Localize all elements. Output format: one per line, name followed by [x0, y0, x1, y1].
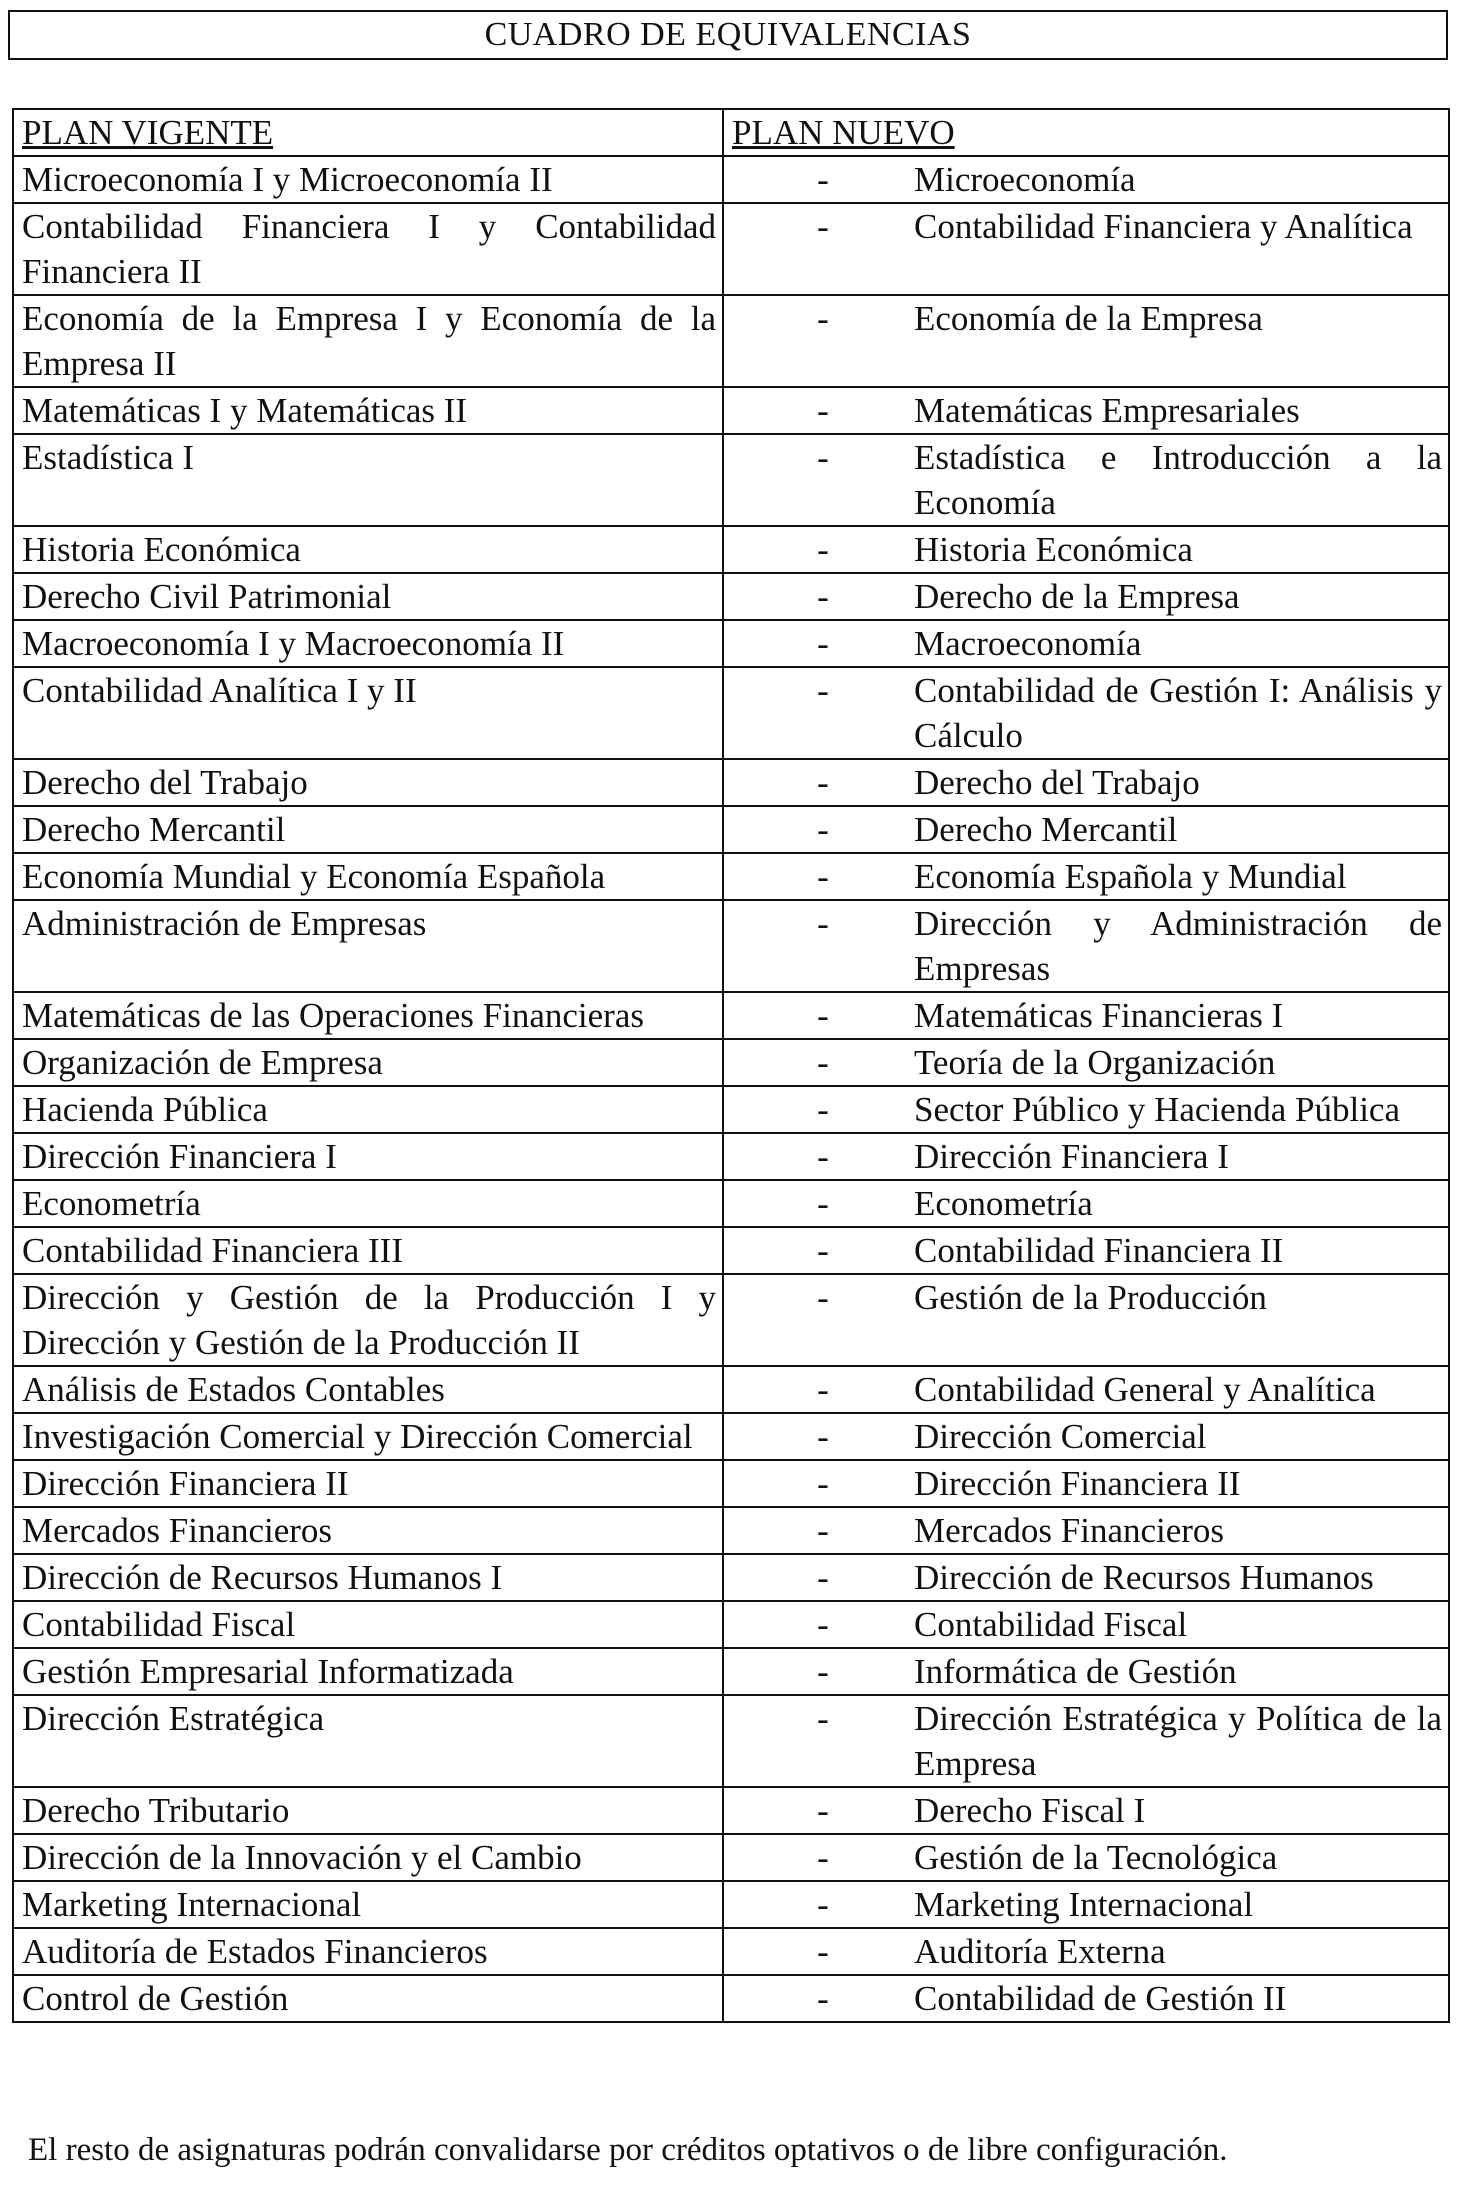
dash-separator: -	[817, 1605, 829, 1644]
plan-nuevo-cell	[723, 156, 1449, 203]
plan-vigente-subject: Gestión Empresarial Informatizada	[22, 1652, 514, 1691]
table-row	[13, 1039, 1449, 1086]
plan-nuevo-cell	[723, 387, 1449, 434]
table-row	[13, 1507, 1449, 1554]
plan-nuevo-cell	[723, 1787, 1449, 1834]
plan-nuevo-subject: Contabilidad de Gestión I: Análisis y Cálculo	[914, 671, 1442, 755]
plan-nuevo-subject: Sector Público y Hacienda Pública	[914, 1090, 1400, 1129]
table-row	[13, 1975, 1449, 2022]
plan-vigente-cell	[13, 1787, 723, 1834]
plan-nuevo-subject: Dirección de Recursos Humanos	[914, 1558, 1374, 1597]
plan-nuevo-subject: Auditoría Externa	[914, 1932, 1166, 1971]
dash-separator: -	[817, 438, 829, 477]
dash-separator: -	[817, 1464, 829, 1503]
footnote: El resto de asignaturas podrán convalidarse por créditos optativos o de libre configuración.	[28, 2132, 1228, 2168]
dash-separator: -	[817, 1278, 829, 1317]
dash-separator: -	[817, 1699, 829, 1738]
plan-vigente-cell	[13, 1180, 723, 1227]
table-row	[13, 1881, 1449, 1928]
table-row	[13, 1366, 1449, 1413]
plan-nuevo-cell	[723, 1975, 1449, 2022]
plan-nuevo-cell	[723, 1274, 1449, 1366]
plan-nuevo-subject: Gestión de la Producción	[914, 1278, 1267, 1317]
plan-vigente-cell	[13, 992, 723, 1039]
table-header-row	[13, 109, 1449, 156]
table-row	[13, 156, 1449, 203]
plan-vigente-cell	[13, 1460, 723, 1507]
plan-nuevo-cell	[723, 1648, 1449, 1695]
dash-separator: -	[817, 1932, 829, 1971]
plan-nuevo-cell	[723, 1601, 1449, 1648]
table-row	[13, 1180, 1449, 1227]
plan-nuevo-cell	[723, 526, 1449, 573]
plan-vigente-subject: Economía Mundial y Economía Española	[22, 857, 606, 896]
equivalence-table	[12, 108, 1450, 2023]
plan-vigente-subject: Hacienda Pública	[22, 1090, 268, 1129]
plan-nuevo-subject: Contabilidad Financiera II	[914, 1231, 1284, 1270]
plan-vigente-subject: Mercados Financieros	[22, 1511, 333, 1550]
plan-nuevo-subject: Contabilidad Financiera y Analítica	[914, 207, 1413, 246]
plan-vigente-subject: Derecho Mercantil	[22, 810, 286, 849]
dash-separator: -	[817, 996, 829, 1035]
plan-nuevo-subject: Contabilidad de Gestión II	[914, 1979, 1287, 2018]
plan-vigente-subject: Auditoría de Estados Financieros	[22, 1932, 488, 1971]
plan-vigente-cell	[13, 1695, 723, 1787]
plan-nuevo-subject: Matemáticas Financieras I	[914, 996, 1284, 1035]
dash-separator: -	[817, 577, 829, 616]
plan-vigente-cell	[13, 1834, 723, 1881]
table-row	[13, 900, 1449, 992]
plan-nuevo-subject: Dirección y Administración de Empresas	[914, 904, 1442, 988]
plan-vigente-cell	[13, 1086, 723, 1133]
plan-vigente-subject: Derecho Tributario	[22, 1791, 290, 1830]
table-row	[13, 1227, 1449, 1274]
plan-vigente-subject: Control de Gestión	[22, 1979, 289, 2018]
dash-separator: -	[817, 530, 829, 569]
plan-nuevo-cell	[723, 573, 1449, 620]
plan-nuevo-cell	[723, 1834, 1449, 1881]
plan-vigente-cell	[13, 1507, 723, 1554]
dash-separator: -	[817, 1885, 829, 1924]
dash-separator: -	[817, 1090, 829, 1129]
dash-separator: -	[817, 1043, 829, 1082]
table-row	[13, 806, 1449, 853]
plan-vigente-cell	[13, 1881, 723, 1928]
dash-separator: -	[817, 857, 829, 896]
plan-nuevo-subject: Derecho del Trabajo	[914, 763, 1200, 802]
plan-vigente-cell	[13, 1413, 723, 1460]
dash-separator: -	[817, 207, 829, 246]
plan-nuevo-subject: Mercados Financieros	[914, 1511, 1225, 1550]
dash-separator: -	[817, 1231, 829, 1270]
table-row	[13, 1648, 1449, 1695]
table-row	[13, 667, 1449, 759]
table-row	[13, 992, 1449, 1039]
plan-vigente-cell	[13, 853, 723, 900]
dash-separator: -	[817, 1838, 829, 1877]
dash-separator: -	[817, 1979, 829, 2018]
plan-vigente-cell	[13, 1366, 723, 1413]
plan-vigente-cell	[13, 573, 723, 620]
plan-nuevo-cell	[723, 1507, 1449, 1554]
dash-separator: -	[817, 391, 829, 430]
plan-nuevo-subject: Dirección Comercial	[914, 1417, 1207, 1456]
plan-nuevo-subject: Econometría	[914, 1184, 1093, 1223]
table-row	[13, 387, 1449, 434]
plan-vigente-subject: Dirección y Gestión de la Producción I y Dirección y Gestión de la Producción II	[22, 1278, 716, 1362]
dash-separator: -	[817, 1417, 829, 1456]
plan-vigente-cell	[13, 759, 723, 806]
plan-nuevo-cell	[723, 1180, 1449, 1227]
dash-separator: -	[817, 160, 829, 199]
plan-vigente-subject: Derecho Civil Patrimonial	[22, 577, 392, 616]
plan-nuevo-cell	[723, 1133, 1449, 1180]
table-row	[13, 759, 1449, 806]
plan-nuevo-subject: Derecho de la Empresa	[914, 577, 1240, 616]
plan-vigente-cell	[13, 1648, 723, 1695]
plan-vigente-cell	[13, 1601, 723, 1648]
plan-nuevo-subject: Teoría de la Organización	[914, 1043, 1276, 1082]
table-row	[13, 1601, 1449, 1648]
dash-separator: -	[817, 904, 829, 943]
plan-vigente-cell	[13, 526, 723, 573]
plan-nuevo-subject: Macroeconomía	[914, 624, 1142, 663]
table-row	[13, 434, 1449, 526]
document-title: CUADRO DE EQUIVALENCIAS	[8, 10, 1448, 60]
plan-vigente-subject: Contabilidad Fiscal	[22, 1605, 296, 1644]
plan-vigente-cell	[13, 387, 723, 434]
dash-separator: -	[817, 1791, 829, 1830]
header-plan-nuevo	[723, 109, 1449, 156]
plan-vigente-subject: Administración de Empresas	[22, 904, 427, 943]
dash-separator: -	[817, 624, 829, 663]
plan-vigente-subject: Dirección Financiera I	[22, 1137, 337, 1176]
plan-vigente-cell	[13, 806, 723, 853]
plan-vigente-subject: Contabilidad Financiera III	[22, 1231, 403, 1270]
plan-vigente-subject: Macroeconomía I y Macroeconomía II	[22, 624, 565, 663]
plan-nuevo-subject: Estadística e Introducción a la Economía	[914, 438, 1442, 522]
table-body	[13, 156, 1449, 2022]
plan-vigente-cell	[13, 1133, 723, 1180]
plan-nuevo-subject: Historia Económica	[914, 530, 1193, 569]
plan-nuevo-cell	[723, 759, 1449, 806]
plan-nuevo-cell	[723, 853, 1449, 900]
plan-nuevo-subject: Contabilidad Fiscal	[914, 1605, 1188, 1644]
plan-nuevo-cell	[723, 1928, 1449, 1975]
plan-vigente-subject: Dirección Estratégica	[22, 1699, 325, 1738]
table-row	[13, 573, 1449, 620]
plan-nuevo-cell	[723, 1695, 1449, 1787]
plan-nuevo-cell	[723, 806, 1449, 853]
plan-nuevo-subject: Dirección Financiera II	[914, 1464, 1241, 1503]
plan-vigente-subject: Derecho del Trabajo	[22, 763, 308, 802]
plan-vigente-subject: Matemáticas I y Matemáticas II	[22, 391, 468, 430]
dash-separator: -	[817, 1511, 829, 1550]
plan-nuevo-subject: Economía Española y Mundial	[914, 857, 1347, 896]
plan-vigente-subject: Contabilidad Analítica I y II	[22, 671, 417, 710]
plan-vigente-subject: Marketing Internacional	[22, 1885, 362, 1924]
plan-vigente-cell	[13, 295, 723, 387]
plan-vigente-cell	[13, 1039, 723, 1086]
table-row	[13, 1695, 1449, 1787]
plan-vigente-cell	[13, 1928, 723, 1975]
plan-nuevo-cell	[723, 992, 1449, 1039]
plan-nuevo-subject: Dirección Estratégica y Política de la Empresa	[914, 1699, 1442, 1783]
plan-nuevo-subject: Derecho Mercantil	[914, 810, 1178, 849]
plan-vigente-cell	[13, 1975, 723, 2022]
plan-vigente-cell	[13, 1554, 723, 1601]
dash-separator: -	[817, 1137, 829, 1176]
table-row	[13, 1460, 1449, 1507]
plan-vigente-subject: Matemáticas de las Operaciones Financieras	[22, 996, 644, 1035]
plan-nuevo-cell	[723, 1554, 1449, 1601]
plan-vigente-subject: Dirección de la Innovación y el Cambio	[22, 1838, 582, 1877]
plan-vigente-cell	[13, 1227, 723, 1274]
plan-vigente-subject: Econometría	[22, 1184, 201, 1223]
plan-vigente-cell	[13, 203, 723, 295]
plan-vigente-cell	[13, 620, 723, 667]
plan-nuevo-cell	[723, 1366, 1449, 1413]
dash-separator: -	[817, 1558, 829, 1597]
dash-separator: -	[817, 763, 829, 802]
plan-nuevo-cell	[723, 900, 1449, 992]
plan-nuevo-subject: Microeconomía	[914, 160, 1136, 199]
plan-nuevo-subject: Informática de Gestión	[914, 1652, 1237, 1691]
table-row	[13, 1787, 1449, 1834]
table-row	[13, 203, 1449, 295]
plan-vigente-subject: Organización de Empresa	[22, 1043, 383, 1082]
plan-nuevo-subject: Matemáticas Empresariales	[914, 391, 1300, 430]
table-row	[13, 1928, 1449, 1975]
plan-vigente-subject: Análisis de Estados Contables	[22, 1370, 445, 1409]
plan-vigente-subject: Economía de la Empresa I y Economía de la Empresa II	[22, 299, 716, 383]
plan-vigente-subject: Microeconomía I y Microeconomía II	[22, 160, 553, 199]
plan-vigente-subject: Estadística I	[22, 438, 195, 477]
dash-separator: -	[817, 299, 829, 338]
plan-nuevo-cell	[723, 1413, 1449, 1460]
plan-nuevo-cell	[723, 1227, 1449, 1274]
plan-nuevo-cell	[723, 1039, 1449, 1086]
header-plan-nuevo-label: PLAN NUEVO	[732, 113, 955, 152]
table-row	[13, 1554, 1449, 1601]
table-row	[13, 1413, 1449, 1460]
dash-separator: -	[817, 810, 829, 849]
plan-vigente-cell	[13, 156, 723, 203]
plan-vigente-subject: Historia Económica	[22, 530, 301, 569]
plan-vigente-subject: Dirección Financiera II	[22, 1464, 349, 1503]
plan-vigente-cell	[13, 1274, 723, 1366]
plan-nuevo-cell	[723, 620, 1449, 667]
table-row	[13, 853, 1449, 900]
dash-separator: -	[817, 1370, 829, 1409]
plan-nuevo-cell	[723, 1086, 1449, 1133]
plan-vigente-subject: Contabilidad Financiera I y Contabilidad Financiera II	[22, 207, 716, 291]
plan-nuevo-subject: Dirección Financiera I	[914, 1137, 1229, 1176]
plan-vigente-cell	[13, 667, 723, 759]
table-row	[13, 526, 1449, 573]
plan-nuevo-cell	[723, 1460, 1449, 1507]
plan-vigente-cell	[13, 434, 723, 526]
table-row	[13, 1834, 1449, 1881]
plan-nuevo-subject: Gestión de la Tecnológica	[914, 1838, 1278, 1877]
table-row	[13, 1086, 1449, 1133]
plan-vigente-subject: Investigación Comercial y Dirección Comercial	[22, 1417, 693, 1456]
plan-nuevo-cell	[723, 295, 1449, 387]
plan-nuevo-cell	[723, 434, 1449, 526]
plan-nuevo-cell	[723, 1881, 1449, 1928]
plan-nuevo-subject: Derecho Fiscal I	[914, 1791, 1146, 1830]
plan-nuevo-subject: Economía de la Empresa	[914, 299, 1263, 338]
plan-nuevo-cell	[723, 667, 1449, 759]
dash-separator: -	[817, 671, 829, 710]
table-row	[13, 1274, 1449, 1366]
plan-vigente-subject: Dirección de Recursos Humanos I	[22, 1558, 503, 1597]
header-plan-vigente-label: PLAN VIGENTE	[22, 113, 274, 152]
table-row	[13, 620, 1449, 667]
table-row	[13, 1133, 1449, 1180]
dash-separator: -	[817, 1652, 829, 1691]
table-row	[13, 295, 1449, 387]
dash-separator: -	[817, 1184, 829, 1223]
plan-vigente-cell	[13, 900, 723, 992]
plan-nuevo-subject: Contabilidad General y Analítica	[914, 1370, 1376, 1409]
plan-nuevo-cell	[723, 203, 1449, 295]
header-plan-vigente	[13, 109, 723, 156]
plan-nuevo-subject: Marketing Internacional	[914, 1885, 1254, 1924]
